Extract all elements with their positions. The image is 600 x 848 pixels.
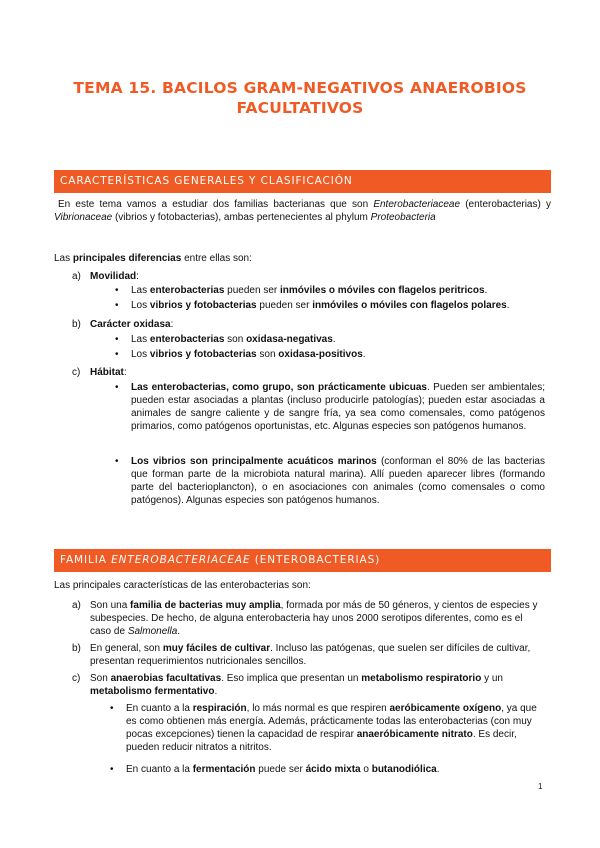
item-familia-amplia: Son una familia de bacterias muy amplia, formada por más de 50 géneros, y cientos de especies y subespecies. De hecho, de alguna enterobacteria hay unos 2000 serotipos diferentes, como es el caso de Salmonella. [90,600,538,637]
bullet-item: • Los vibrios son principalmente acuáticos marinos (conforman el 80% de las bacterias que forman parte de la microbiota natural marina). Allí pueden aparecer libres (formando parte del bacterioplancton), o en asociaciones con animales (como comensales o como patógenos). Algunas especies son patógenos humanos. [115,456,545,506]
bullet-item: • Las enterobacterias pueden ser inmóviles o móviles con flagelos peritricos. [115,285,488,296]
section2-intro: Las principales características de las enterobacterias son: [54,580,311,591]
item-movilidad: Movilidad: [90,271,139,282]
list-marker: c) [72,673,81,684]
list-marker: a) [72,600,81,611]
bullet-item: • Los vibrios y fotobacterias son oxidasa-positivos. [115,349,366,360]
bullet-item: • Las enterobacterias son oxidasa-negativas. [115,334,336,345]
differences-line: Las principales diferencias entre ellas son: [54,253,252,264]
page-number: 1 [538,782,543,791]
section-heading-caracteristicas: CARACTERÍSTICAS GENERALES Y CLASIFICACIÓN [54,170,551,192]
item-faciles-cultivar: En general, son muy fáciles de cultivar. Incluso las patógenas, que suelen ser difíciles de cultivar, presentan requerimientos nutricionales sencillos. [90,643,531,667]
document-title [60,78,540,118]
item-habitat: Hábitat: [90,367,127,378]
bullet-item: • En cuanto a la fermentación puede ser ácido mixta o butanodiólica. [110,764,440,775]
list-marker: b) [72,319,81,330]
title-line-2: FACULTATIVOS [236,99,364,117]
bullet-item: • Los vibrios y fotobacterias pueden ser inmóviles o móviles con flagelos polares. [115,300,510,311]
list-marker: b) [72,643,81,654]
list-marker: c) [72,367,81,378]
bullet-item: • En cuanto a la respiración, lo más normal es que respiren aeróbicamente oxígeno, ya que es como obtienen más energía. Además, prácticamente todas las enterobacterias (con muy pocas excepciones) tienen la capacidad de respirar anaeróbicamente nitrato. Es decir, pueden reducir nitratos a nitritos. [110,703,537,753]
title-line-1: TEMA 15. BACILOS GRAM-NEGATIVOS ANAEROBIOS [73,79,527,97]
section-rule [54,192,551,193]
bullet-item: • Las enterobacterias, como grupo, son prácticamente ubicuas. Pueden ser ambientales; pueden estar asociadas a plantas (incluso producirle patologías); pueden estar asociadas a animales de sangre caliente y de sangre fría, ya sea como comensales, como patógenos primarios, como patógenos oportunistas, etc. Algunas especies son patógenos humanos. [115,382,545,432]
section-heading-familia: FAMILIA ENTEROBACTERIACEAE (ENTEROBACTERIAS) [54,549,551,571]
list-marker: a) [72,271,81,282]
item-anaerobias-facultativas: Son anaerobias facultativas. Eso implica que presentan un metabolismo respiratorio y un metabolismo fermentativo. [90,673,503,697]
section-rule [54,571,551,572]
intro-paragraph: En este tema vamos a estudiar dos familias bacterianas que son Enterobacteriaceae (enterobacterias) y Vibrionaceae (vibrios y fotobacterias), ambas pertenecientes al phylum Proteobacteria [54,199,551,223]
item-caracter-oxidasa: Carácter oxidasa: [90,319,174,330]
